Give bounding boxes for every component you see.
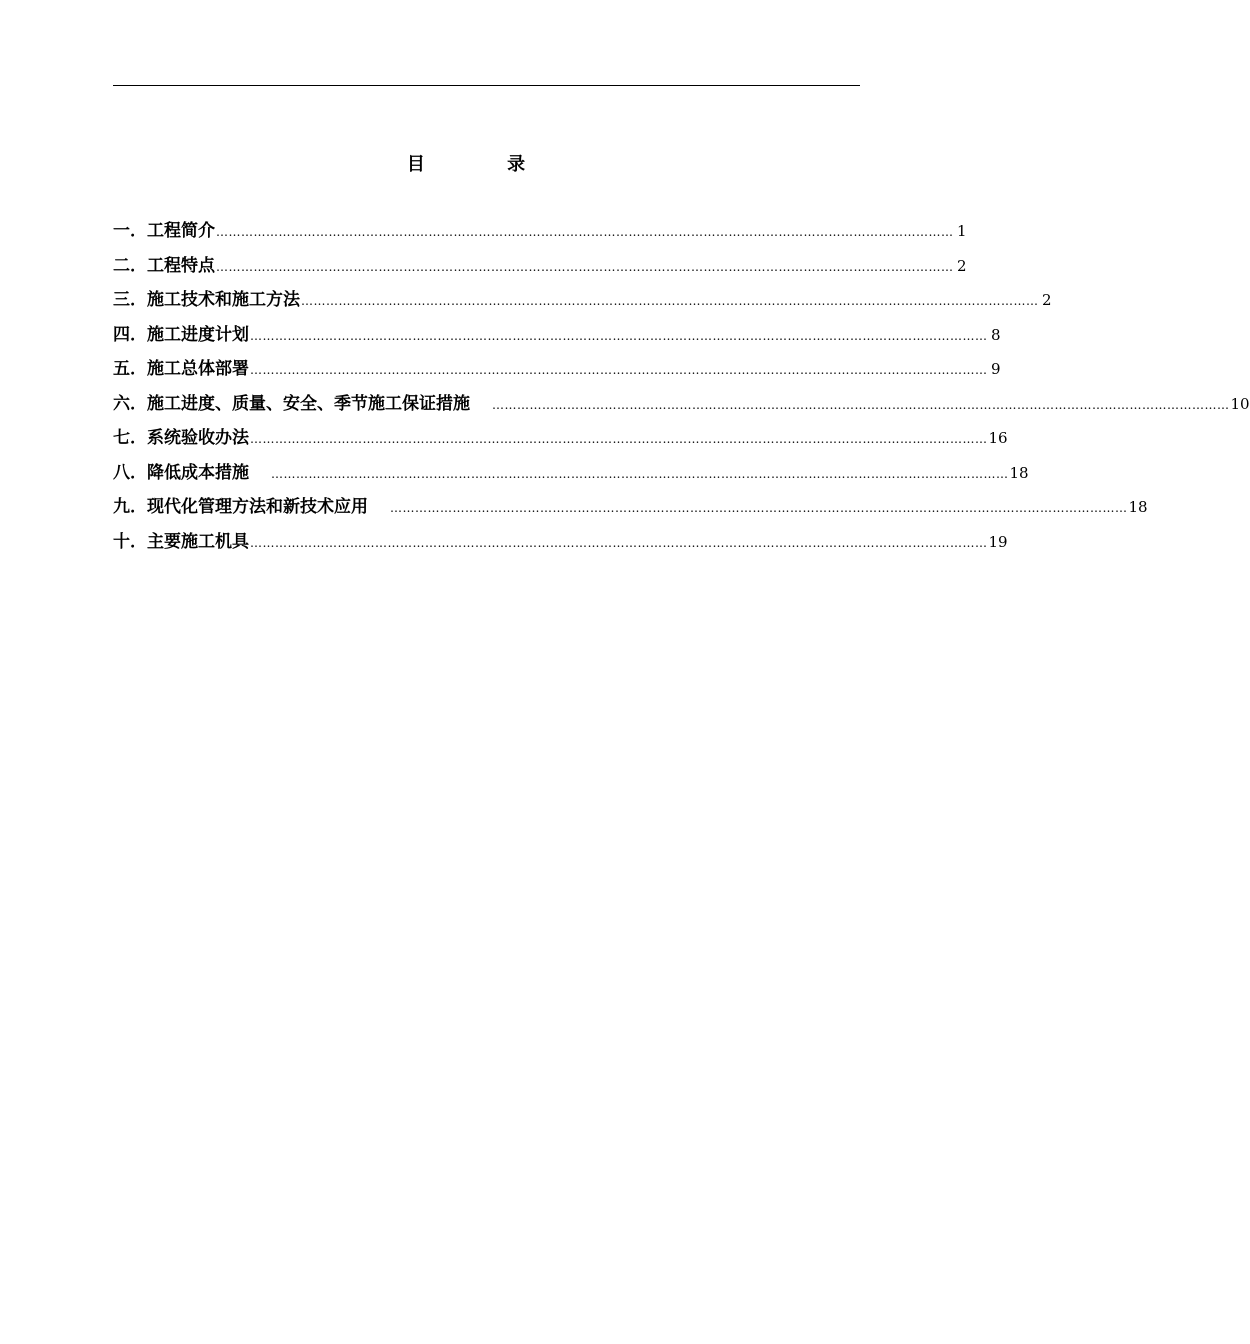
toc-entry-number: 四． xyxy=(113,324,147,345)
toc-entry[interactable] xyxy=(113,287,1052,322)
toc-entry-label: 系统验收办法 xyxy=(147,428,249,448)
toc-entry-label: 主要施工机具 xyxy=(147,531,249,552)
header-rule xyxy=(113,85,860,86)
toc-entry-number: 三． xyxy=(113,290,147,310)
toc-entry-label: 工程特点 xyxy=(147,255,215,276)
toc-entry-page: 19 xyxy=(988,532,1008,551)
toc-entry-number: 二． xyxy=(113,255,147,276)
toc-entry[interactable] xyxy=(113,356,1001,391)
toc-entry-number: 八． xyxy=(113,462,147,483)
toc-entry-number: 五． xyxy=(113,359,147,379)
toc-entry-label: 现代化管理方法和新技术应用 xyxy=(147,497,368,517)
toc-entry-page: 18 xyxy=(1009,463,1029,482)
dot-leader: …………………………………………………………………………………………………………………………………………………………… xyxy=(216,225,954,239)
dot-leader: …………………………………………………………………………………………………………………………………………………………… xyxy=(492,397,1230,412)
toc-entry[interactable] xyxy=(113,322,1001,357)
toc-entry-label: 降低成本措施 xyxy=(147,462,249,483)
toc-entry-label: 施工进度计划 xyxy=(147,324,249,345)
toc-entry-number: 七． xyxy=(113,428,147,448)
dot-leader: …………………………………………………………………………………………………………………………………………………………… xyxy=(301,294,1039,308)
table-of-contents xyxy=(113,218,1250,563)
dot-leader: …………………………………………………………………………………………………………………………………………………………… xyxy=(250,432,988,446)
toc-entry[interactable] xyxy=(113,218,967,253)
toc-entry-page: 2 xyxy=(1041,291,1052,309)
toc-entry-page: 18 xyxy=(1128,498,1148,516)
toc-entry-page: 2 xyxy=(956,256,967,275)
toc-entry[interactable] xyxy=(113,391,1250,426)
dot-leader: …………………………………………………………………………………………………………………………………………………………… xyxy=(390,501,1128,515)
toc-entry-label: 施工总体部署 xyxy=(147,359,249,379)
toc-entry-page: 8 xyxy=(990,325,1001,344)
toc-entry-page: 1 xyxy=(956,222,967,240)
toc-entry-label: 施工技术和施工方法 xyxy=(147,290,300,310)
dot-leader: …………………………………………………………………………………………………………………………………………………………… xyxy=(250,328,988,343)
toc-entry[interactable] xyxy=(113,253,967,288)
dot-leader: …………………………………………………………………………………………………………………………………………………………… xyxy=(216,259,954,274)
toc-entry-number: 一． xyxy=(113,221,147,241)
toc-entry-number: 六． xyxy=(113,393,147,414)
dot-leader: …………………………………………………………………………………………………………………………………………………………… xyxy=(250,535,988,550)
dot-leader: …………………………………………………………………………………………………………………………………………………………… xyxy=(250,363,988,377)
toc-entry-label: 施工进度、质量、安全、季节施工保证措施 xyxy=(147,393,470,414)
toc-entry[interactable] xyxy=(113,494,1148,529)
toc-entry-page: 10 xyxy=(1230,394,1250,413)
toc-entry[interactable] xyxy=(113,460,1029,495)
toc-entry-label: 工程简介 xyxy=(147,221,215,241)
toc-entry-number: 十． xyxy=(113,531,147,552)
toc-entry-number: 九． xyxy=(113,497,147,517)
toc-entry[interactable] xyxy=(113,529,1008,564)
dot-leader: …………………………………………………………………………………………………………………………………………………………… xyxy=(271,466,1009,481)
toc-entry-page: 9 xyxy=(990,360,1001,378)
toc-entry-page: 16 xyxy=(988,429,1008,447)
toc-entry[interactable] xyxy=(113,425,1008,460)
toc-title: 目 录 xyxy=(406,154,564,175)
